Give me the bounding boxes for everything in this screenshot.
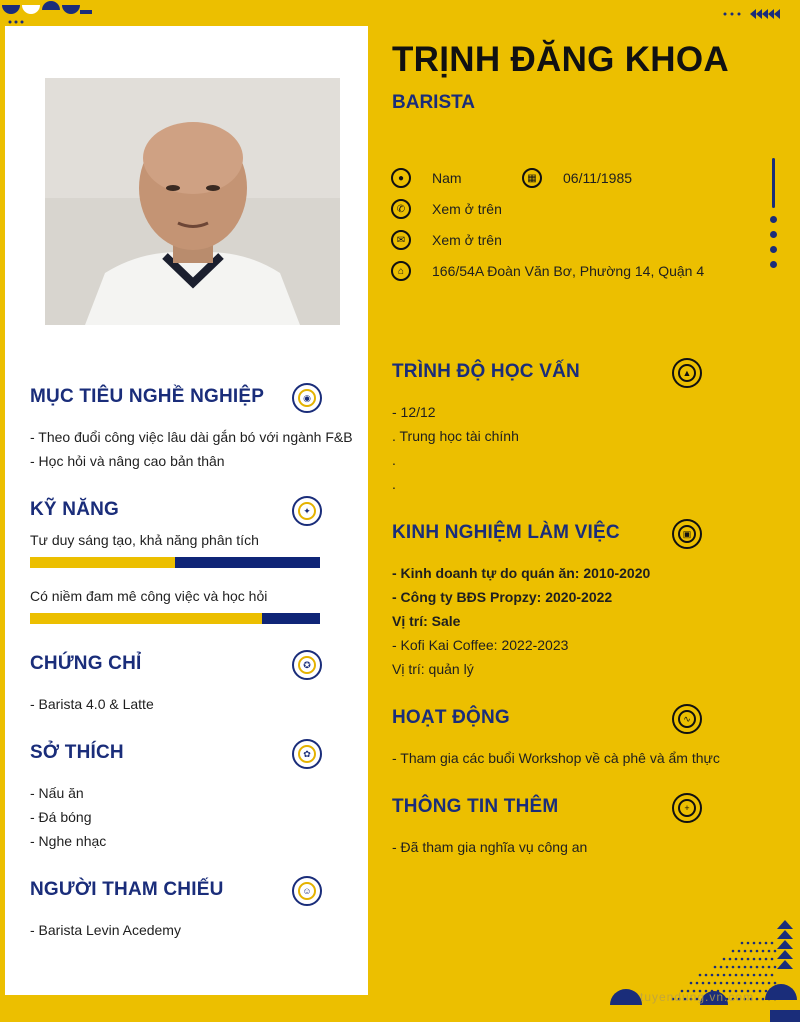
activities-title: HOẠT ĐỘNG: [392, 707, 510, 728]
email-value: Xem ở trên: [432, 232, 502, 248]
education-line: - 12/12: [392, 404, 436, 420]
palette-icon: ✿: [292, 739, 322, 769]
gender-row: [391, 167, 462, 189]
education-title: TRÌNH ĐỘ HỌC VẤN: [392, 361, 580, 382]
target-icon: ◉: [292, 383, 322, 413]
skill-level-fill: [30, 613, 262, 624]
user-circle-icon: ●: [391, 168, 411, 188]
briefcase-icon: ▣: [672, 519, 702, 549]
calendar-icon: ▦: [522, 168, 542, 188]
phone-icon: ✆: [391, 199, 411, 219]
education-line: .: [392, 476, 396, 492]
side-accent-dot: [770, 246, 777, 253]
certificate-line: - Barista 4.0 & Latte: [30, 696, 154, 712]
watermark: tuyendung.vn.com: [640, 990, 755, 1004]
birthday-value: 06/11/1985: [563, 170, 633, 186]
activity-line: - Tham gia các buổi Workshop về cà phê và ẩm thực: [392, 750, 720, 766]
hobby-line: - Nghe nhạc: [30, 833, 107, 849]
badge-icon: ✪: [292, 650, 322, 680]
candidate-name: TRỊNH ĐĂNG KHOA: [392, 40, 729, 79]
more-info-line: - Đã tham gia nghĩa vụ công an: [392, 839, 588, 855]
phone-value: Xem ở trên: [432, 201, 502, 217]
address-value: 166/54A Đoàn Văn Bơ, Phường 14, Quận 4: [432, 263, 705, 279]
candidate-role: BARISTA: [392, 92, 476, 113]
experience-line: Vị trí: quản lý: [392, 661, 474, 677]
pulse-icon: ∿: [672, 704, 702, 734]
experience-line: - Công ty BĐS Propzy: 2020-2022: [392, 589, 613, 605]
skill-level-fill: [30, 557, 175, 568]
birthday-row: [522, 167, 632, 189]
graduation-cap-icon: ▲: [672, 358, 702, 388]
profile-photo: [45, 78, 340, 325]
experience-title: KINH NGHIỆM LÀM VIỆC: [392, 522, 620, 543]
hobby-line: - Đá bóng: [30, 809, 92, 825]
side-accent-dot: [770, 231, 777, 238]
objective-title: MỤC TIÊU NGHỀ NGHIỆP: [30, 386, 265, 407]
objective-line: - Học hỏi và nâng cao bản thân: [30, 453, 225, 469]
top-right-decoration: [720, 6, 785, 22]
side-accent-bar: [772, 158, 775, 208]
skill-label: Tư duy sáng tạo, khả năng phân tích: [30, 532, 259, 548]
more-info-title: THÔNG TIN THÊM: [392, 796, 559, 817]
objective-line: - Theo đuổi công việc lâu dài gắn bó với ngành F&B: [30, 429, 353, 445]
education-line: . Trung học tài chính: [392, 428, 519, 444]
hobby-line: - Nấu ăn: [30, 785, 84, 801]
gender-value: Nam: [432, 170, 462, 186]
skill-level-bar: [30, 613, 320, 624]
email-row: [391, 229, 502, 251]
experience-line: - Kofi Kai Coffee: 2022-2023: [392, 637, 569, 653]
skill-label: Có niềm đam mê công việc và học hỏi: [30, 588, 268, 604]
education-line: .: [392, 452, 396, 468]
references-title: NGƯỜI THAM CHIẾU: [30, 879, 224, 900]
plus-circle-icon: +: [672, 793, 702, 823]
side-accent-dot: [770, 261, 777, 268]
lightbulb-icon: ✦: [292, 496, 322, 526]
side-accent-dot: [770, 216, 777, 223]
certificates-title: CHỨNG CHỈ: [30, 653, 142, 674]
bottom-right-decoration: [600, 915, 800, 1022]
skills-title: KỸ NĂNG: [30, 499, 120, 520]
home-icon: ⌂: [391, 261, 411, 281]
phone-row: [391, 198, 502, 220]
reference-line: - Barista Levin Acedemy: [30, 922, 181, 938]
experience-line: - Kinh doanh tự do quán ăn: 2010-2020: [392, 565, 651, 581]
hobbies-title: SỞ THÍCH: [30, 742, 124, 763]
skill-level-bar: [30, 557, 320, 568]
address-row: [391, 260, 704, 282]
person-icon: ☺: [292, 876, 322, 906]
mail-icon: ✉: [391, 230, 411, 250]
experience-line: Vị trí: Sale: [392, 613, 461, 629]
